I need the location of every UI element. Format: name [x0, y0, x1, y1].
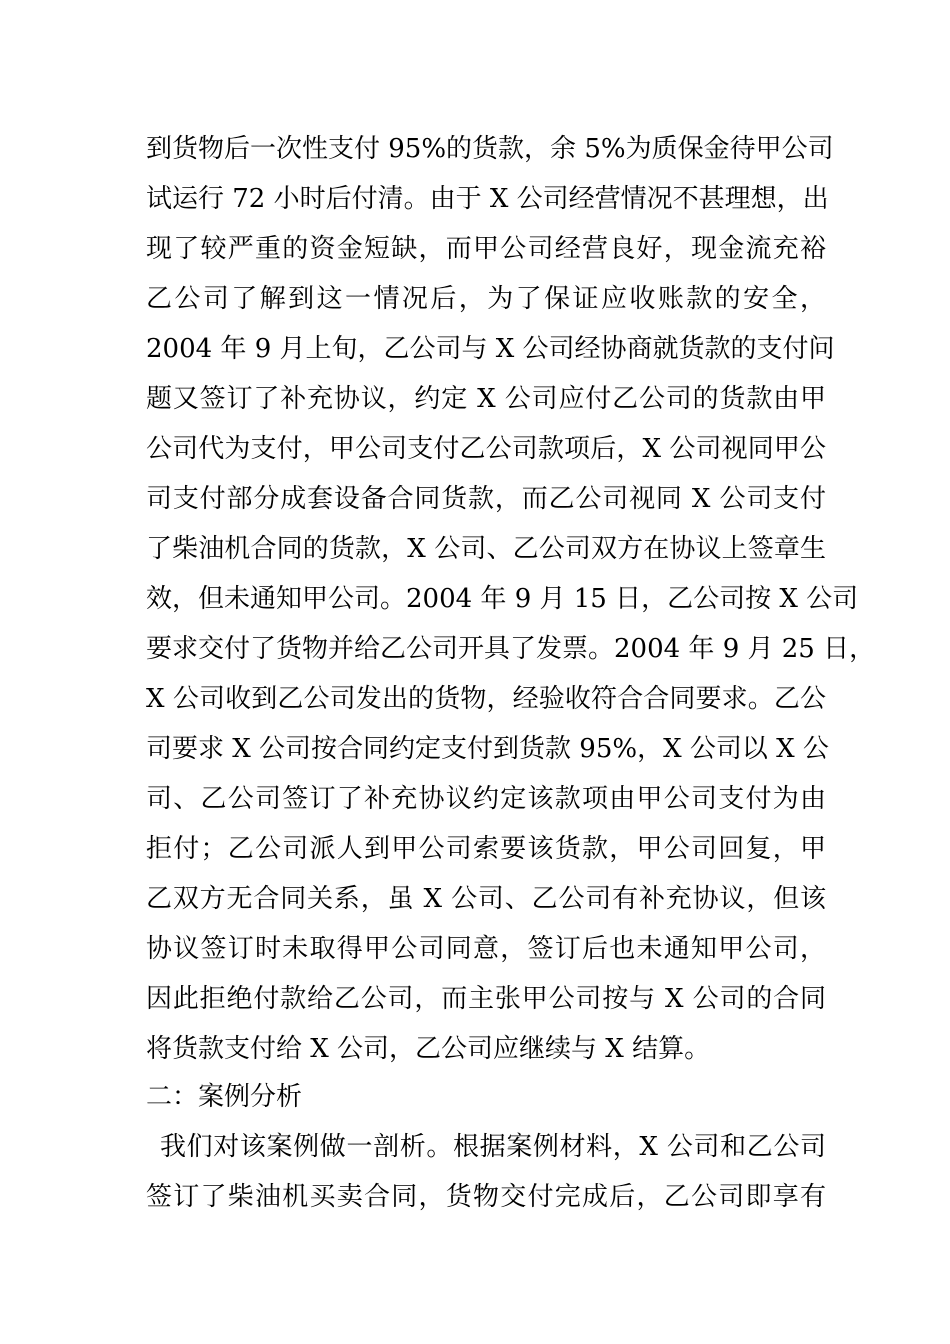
text-line: 乙公司了解到这一情况后，为了保证应收账款的安全，	[146, 284, 826, 314]
text-line: 签订了柴油机买卖合同，货物交付完成后，乙公司即享有	[146, 1182, 826, 1212]
text-line: 将货款支付给 X 公司，乙公司应继续与 X 结算。	[146, 1034, 711, 1064]
text-line: 司支付部分成套设备合同货款，而乙公司视同 X 公司支付	[146, 484, 826, 514]
text-line: 了柴油机合同的货款，X 公司、乙公司双方在协议上签章生	[146, 534, 826, 564]
text-line: 公司代为支付，甲公司支付乙公司款项后，X 公司视同甲公	[146, 434, 826, 464]
text-line: 司要求 X 公司按合同约定支付到货款 95%，X 公司以 X 公	[146, 734, 829, 764]
text-line: 试运行 72 小时后付清。由于 X 公司经营情况不甚理想，出	[146, 184, 829, 214]
section-heading: 二：案例分析	[146, 1082, 303, 1112]
text-line: X 公司收到乙公司发出的货物，经验收符合合同要求。乙公	[146, 684, 826, 714]
text-line: 到货物后一次性支付 95%的货款，余 5%为质保金待甲公司	[146, 134, 834, 164]
text-line: 效，但未通知甲公司。2004 年 9 月 15 日，乙公司按 X 公司	[146, 584, 859, 614]
text-line: 乙双方无合同关系，虽 X 公司、乙公司有补充协议，但该	[146, 884, 826, 914]
text-line: 拒付；乙公司派人到甲公司索要该货款，甲公司回复，甲	[146, 834, 826, 864]
text-line: 现了较严重的资金短缺，而甲公司经营良好，现金流充裕	[146, 234, 826, 264]
text-line: 2004 年 9 月上旬，乙公司与 X 公司经协商就货款的支付问	[146, 334, 835, 364]
text-line: 协议签订时未取得甲公司同意，签订后也未通知甲公司，	[146, 934, 826, 964]
text-line: 司、乙公司签订了补充协议约定该款项由甲公司支付为由	[146, 784, 826, 814]
text-line: 题又签订了补充协议，约定 X 公司应付乙公司的货款由甲	[146, 384, 826, 414]
text-line: 因此拒绝付款给乙公司，而主张甲公司按与 X 公司的合同	[146, 984, 826, 1014]
text-line: 我们对该案例做一剖析。根据案例材料，X 公司和乙公司	[160, 1132, 826, 1162]
text-line: 要求交付了货物并给乙公司开具了发票。2004 年 9 月 25 日，	[146, 634, 876, 664]
